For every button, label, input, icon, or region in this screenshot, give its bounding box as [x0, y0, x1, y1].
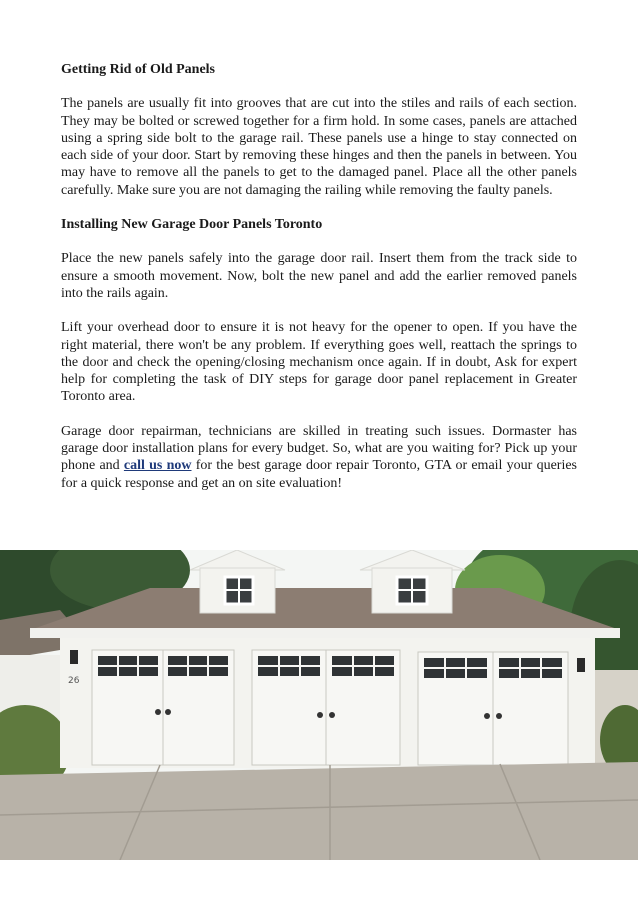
heading-installing-new-panels: Installing New Garage Door Panels Toronto — [61, 217, 323, 233]
heading-getting-rid-of-old-panels: Getting Rid of Old Panels — [61, 62, 216, 77]
garage-door-1 — [92, 650, 234, 765]
paragraph-old-panels: The panels are usually fit into grooves that are cut into the stiles and rails of each section. They may be bolted or screwed together for a firm hold. In some cases, panels are attached using a spring side bolt to the garage rail. These panels use a hinge to stay connected on each side of your door. Start by removing these hinges and then the panels in between. You may have to remove all the panels to get to the damaged panel. Place all the other panels carefully. Make sure you are not damaging the railing while removing the faulty panels. — [61, 96, 577, 198]
closing-text-before: Garage door repairman, technicians are skilled in treating such issues. Dormaster has garage door installation plans for every budget. So, what are you waiting for? Pick up your phone and — [61, 423, 577, 474]
garage-photo — [0, 550, 638, 860]
paragraph-install-steps: Place the new panels safely into the garage door rail. Insert them from the track side to ensure a smooth movement. Now, bolt the new panel and add the earlier removed panels into the rails again. — [61, 251, 577, 301]
paragraph-lift-door: Lift your overhead door to ensure it is not heavy for the opener to open. If you have the right material, there won't be any problem. If everything goes well, reattach the springs to the door and check the opening/closing mechanism once again. If in doubt, Ask for expert help for completing the task of DIY steps for garage door panel replacement in Greater Toronto area. — [61, 320, 577, 405]
call-us-now-link[interactable]: call us now — [123, 458, 192, 474]
garage-house-image — [0, 550, 638, 860]
house-number: 26 — [68, 676, 80, 686]
closing-text-after: for the best garage door repair Toronto, GTA or email your queries for a quick response and get an on site evaluation! — [61, 458, 577, 491]
paragraph-closing — [61, 423, 577, 492]
text-body — [61, 61, 577, 509]
wall-lamp-right — [577, 658, 585, 672]
wall-lamp-left — [70, 650, 78, 664]
garage-door-2 — [252, 650, 400, 765]
driveway — [0, 762, 638, 860]
garage-door-3 — [418, 652, 568, 765]
